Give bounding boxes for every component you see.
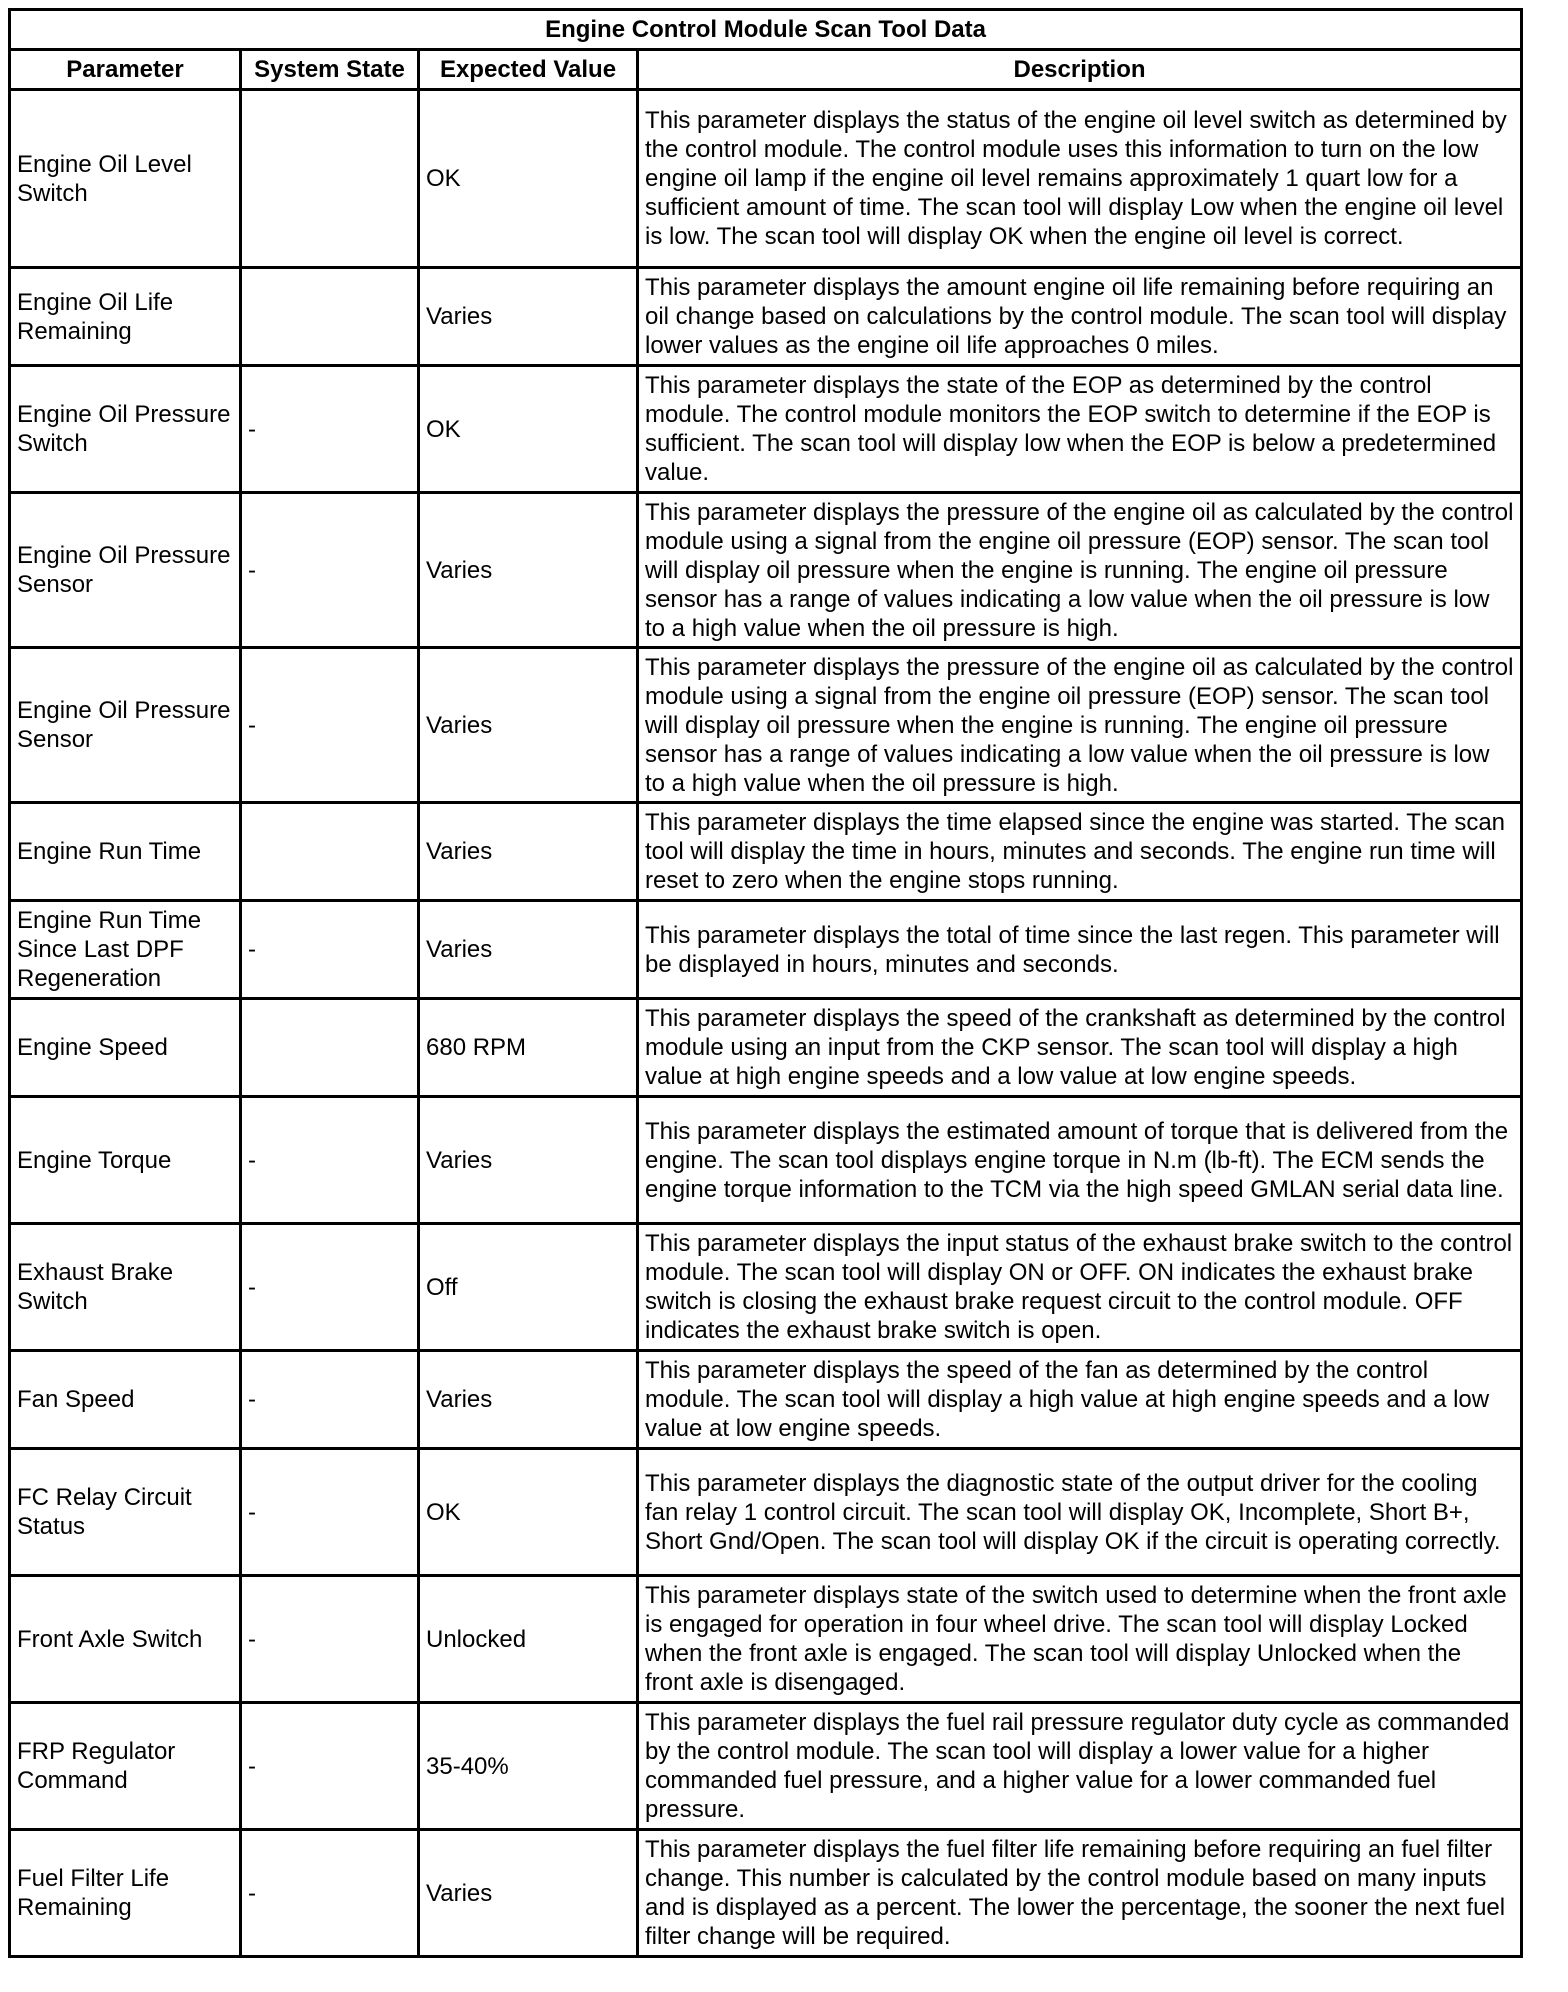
system-state-cell: -: [241, 1703, 419, 1830]
expected-value-cell: Unlocked: [419, 1576, 638, 1703]
expected-value-cell: Varies: [419, 1351, 638, 1449]
expected-value-cell: 680 RPM: [419, 999, 638, 1097]
expected-value-cell: Off: [419, 1224, 638, 1351]
table-row: [10, 1097, 1522, 1224]
table-row: [10, 1703, 1522, 1830]
system-state-cell: -: [241, 1097, 419, 1224]
parameter-cell: Engine Torque: [10, 1097, 241, 1224]
table-title-row: [10, 10, 1522, 50]
system-state-cell: -: [241, 1224, 419, 1351]
description-cell: This parameter displays the speed of the crankshaft as determined by the control module using an input from the CKP sensor. The scan tool will display a high value at high engine speeds and a low value at low engine speeds.: [638, 999, 1522, 1097]
table-header-row: [10, 50, 1522, 90]
expected-value-cell: Varies: [419, 493, 638, 648]
description-cell: This parameter displays the pressure of the engine oil as calculated by the control module using a signal from the engine oil pressure (EOP) sensor. The scan tool will display oil pressure when the engine is running. The engine oil pressure sensor has a range of values indicating a low value when the oil pressure is low to a high value when the oil pressure is high.: [638, 648, 1522, 803]
table-row: [10, 268, 1522, 366]
system-state-cell: [241, 90, 419, 268]
parameter-cell: Fuel Filter Life Remaining: [10, 1830, 241, 1957]
table-row: [10, 999, 1522, 1097]
description-cell: This parameter displays state of the switch used to determine when the front axle is engaged for operation in four wheel drive. The scan tool will display Locked when the front axle is engaged. The scan tool will display Unlocked when the front axle is disengaged.: [638, 1576, 1522, 1703]
header-system-state: System State: [241, 50, 419, 90]
parameter-cell: Engine Run Time Since Last DPF Regeneration: [10, 901, 241, 999]
parameter-cell: FC Relay Circuit Status: [10, 1449, 241, 1576]
description-cell: This parameter displays the diagnostic state of the output driver for the cooling fan relay 1 control circuit. The scan tool will display OK, Incomplete, Short B+, Short Gnd/Open. The scan tool will display OK if the circuit is operating correctly.: [638, 1449, 1522, 1576]
table-row: [10, 803, 1522, 901]
parameter-cell: Engine Oil Level Switch: [10, 90, 241, 268]
parameter-cell: Engine Oil Pressure Switch: [10, 366, 241, 493]
expected-value-cell: OK: [419, 90, 638, 268]
system-state-cell: -: [241, 1576, 419, 1703]
system-state-cell: -: [241, 1449, 419, 1576]
system-state-cell: -: [241, 493, 419, 648]
header-description: Description: [638, 50, 1522, 90]
system-state-cell: [241, 999, 419, 1097]
description-cell: This parameter displays the time elapsed since the engine was started. The scan tool will display the time in hours, minutes and seconds. The engine run time will reset to zero when the engine stops running.: [638, 803, 1522, 901]
parameter-cell: Engine Oil Pressure Sensor: [10, 493, 241, 648]
expected-value-cell: Varies: [419, 803, 638, 901]
parameter-cell: Engine Speed: [10, 999, 241, 1097]
expected-value-cell: OK: [419, 366, 638, 493]
parameter-cell: Engine Oil Pressure Sensor: [10, 648, 241, 803]
system-state-cell: -: [241, 648, 419, 803]
description-cell: This parameter displays the estimated amount of torque that is delivered from the engine. The scan tool displays engine torque in N.m (lb-ft). The ECM sends the engine torque information to the TCM via the high speed GMLAN serial data line.: [638, 1097, 1522, 1224]
parameter-cell: Engine Run Time: [10, 803, 241, 901]
scan-tool-data-table: [8, 8, 1523, 1958]
expected-value-cell: 35-40%: [419, 1703, 638, 1830]
table-title: Engine Control Module Scan Tool Data: [10, 10, 1522, 50]
table-row: [10, 493, 1522, 648]
parameter-cell: Fan Speed: [10, 1351, 241, 1449]
description-cell: This parameter displays the amount engine oil life remaining before requiring an oil change based on calculations by the control module. The scan tool will display lower values as the engine oil life approaches 0 miles.: [638, 268, 1522, 366]
description-cell: This parameter displays the status of the engine oil level switch as determined by the control module. The control module uses this information to turn on the low engine oil lamp if the engine oil level remains approximately 1 quart low for a sufficient amount of time. The scan tool will display Low when the engine oil level is low. The scan tool will display OK when the engine oil level is correct.: [638, 90, 1522, 268]
system-state-cell: -: [241, 901, 419, 999]
system-state-cell: -: [241, 1830, 419, 1957]
table-row: [10, 1830, 1522, 1957]
table-row: [10, 1351, 1522, 1449]
table-row: [10, 1449, 1522, 1576]
description-cell: This parameter displays the fuel filter life remaining before requiring an fuel filter change. This number is calculated by the control module based on many inputs and is displayed as a percent. The lower the percentage, the sooner the next fuel filter change will be required.: [638, 1830, 1522, 1957]
header-expected-value: Expected Value: [419, 50, 638, 90]
expected-value-cell: Varies: [419, 1830, 638, 1957]
header-parameter: Parameter: [10, 50, 241, 90]
description-cell: This parameter displays the state of the EOP as determined by the control module. The control module monitors the EOP switch to determine if the EOP is sufficient. The scan tool will display low when the EOP is below a predetermined value.: [638, 366, 1522, 493]
table-row: [10, 1576, 1522, 1703]
system-state-cell: -: [241, 1351, 419, 1449]
expected-value-cell: Varies: [419, 648, 638, 803]
table-row: [10, 90, 1522, 268]
expected-value-cell: Varies: [419, 1097, 638, 1224]
description-cell: This parameter displays the total of time since the last regen. This parameter will be displayed in hours, minutes and seconds.: [638, 901, 1522, 999]
description-cell: This parameter displays the input status of the exhaust brake switch to the control module. The scan tool will display ON or OFF. ON indicates the exhaust brake switch is closing the exhaust brake request circuit to the control module. OFF indicates the exhaust brake switch is open.: [638, 1224, 1522, 1351]
parameter-cell: Exhaust Brake Switch: [10, 1224, 241, 1351]
table-row: [10, 648, 1522, 803]
description-cell: This parameter displays the fuel rail pressure regulator duty cycle as commanded by the control module. The scan tool will display a lower value for a higher commanded fuel pressure, and a higher value for a lower commanded fuel pressure.: [638, 1703, 1522, 1830]
parameter-cell: Engine Oil Life Remaining: [10, 268, 241, 366]
description-cell: This parameter displays the speed of the fan as determined by the control module. The scan tool will display a high value at high engine speeds and a low value at low engine speeds.: [638, 1351, 1522, 1449]
system-state-cell: -: [241, 366, 419, 493]
system-state-cell: [241, 803, 419, 901]
table-row: [10, 901, 1522, 999]
document-page: [8, 8, 1520, 1958]
expected-value-cell: OK: [419, 1449, 638, 1576]
system-state-cell: [241, 268, 419, 366]
parameter-cell: FRP Regulator Command: [10, 1703, 241, 1830]
parameter-cell: Front Axle Switch: [10, 1576, 241, 1703]
table-row: [10, 1224, 1522, 1351]
description-cell: This parameter displays the pressure of the engine oil as calculated by the control module using a signal from the engine oil pressure (EOP) sensor. The scan tool will display oil pressure when the engine is running. The engine oil pressure sensor has a range of values indicating a low value when the oil pressure is low to a high value when the oil pressure is high.: [638, 493, 1522, 648]
expected-value-cell: Varies: [419, 901, 638, 999]
table-row: [10, 366, 1522, 493]
expected-value-cell: Varies: [419, 268, 638, 366]
